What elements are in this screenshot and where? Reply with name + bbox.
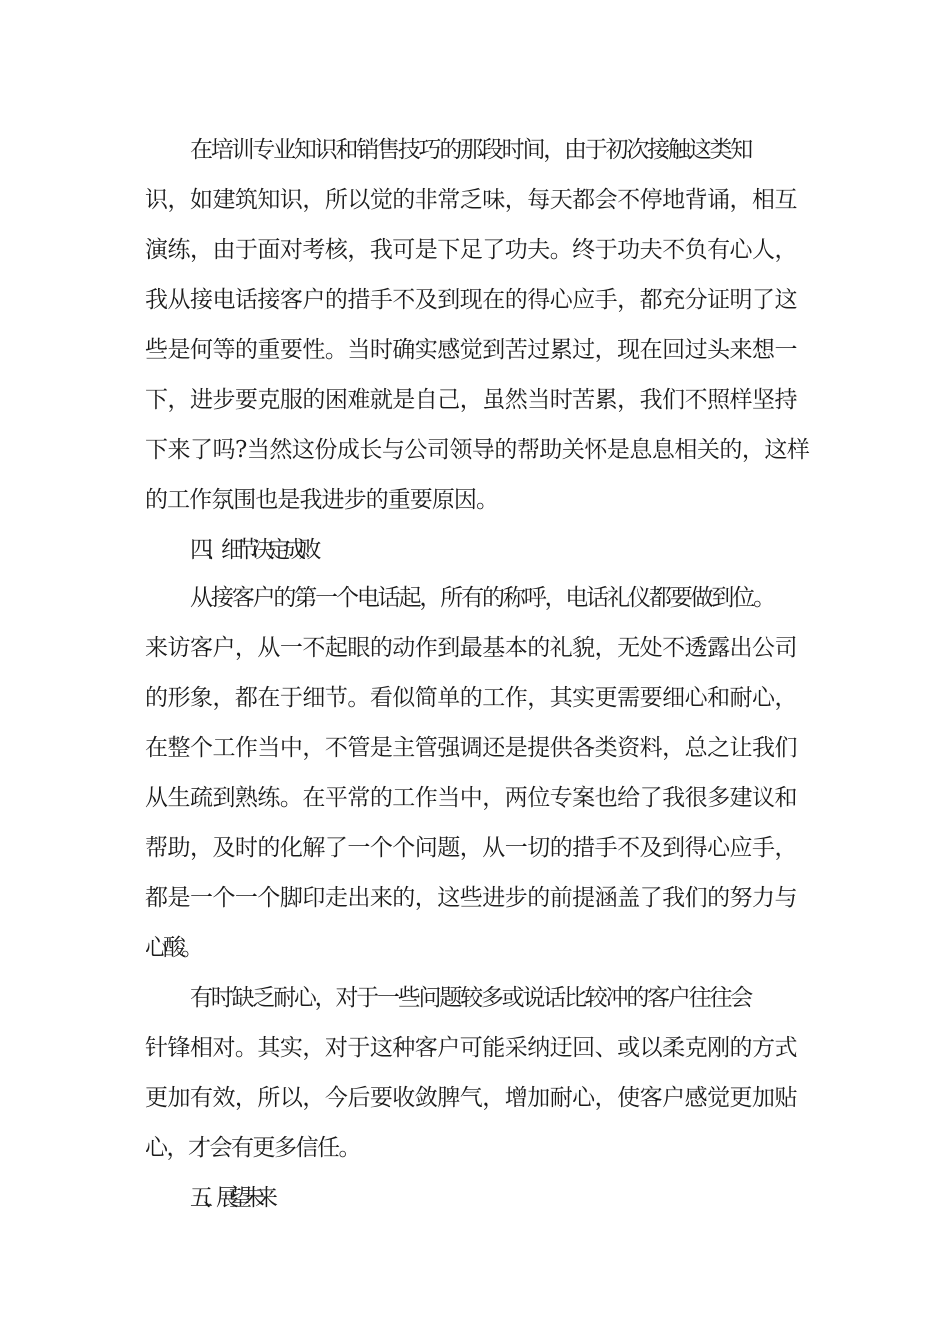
paragraph-first-line: 四、细节决定成败 bbox=[190, 537, 314, 563]
paragraph-line: 的工作氛围也是我进步的重要原因。 bbox=[145, 487, 498, 513]
paragraph-line: 来访客户，从一不起眼的动作到最基本的礼貌，无处不透露出公司 bbox=[145, 635, 798, 661]
paragraph-line: 识，如建筑知识，所以觉的非常乏味，每天都会不停地背诵，相互 bbox=[145, 187, 798, 213]
paragraph-line: 从生疏到熟练。在平常的工作当中，两位专案也给了我很多建议和 bbox=[145, 785, 798, 811]
paragraph-line: 的形象，都在于细节。看似简单的工作，其实更需要细心和耐心， bbox=[145, 685, 798, 711]
paragraph-line: 心酸。 bbox=[145, 935, 199, 961]
paragraph-line: 帮助，及时的化解了一个个问题，从一切的措手不及到得心应手， bbox=[145, 835, 798, 861]
paragraph-line: 在整个工作当中，不管是主管强调还是提供各类资料，总之让我们 bbox=[145, 735, 798, 761]
paragraph-line: 心，才会有更多信任。 bbox=[145, 1135, 360, 1161]
paragraph-line: 下，进步要克服的困难就是自己，虽然当时苦累，我们不照样坚持 bbox=[145, 387, 798, 413]
paragraph-line: 下来了吗?当然这份成长与公司领导的帮助关怀是息息相关的，这样 bbox=[145, 437, 810, 463]
paragraph-line: 都是一个一个脚印走出来的，这些进步的前提涵盖了我们的努力与 bbox=[145, 885, 798, 911]
paragraph-line: 些是何等的重要性。当时确实感觉到苦过累过，现在回过头来想一 bbox=[145, 337, 798, 363]
paragraph-first-line: 有时缺乏耐心，对于一些问题较多或说话比较冲的客户往往会 bbox=[190, 985, 752, 1011]
paragraph-line: 针锋相对。其实，对于这种客户可能采纳迂回、或以柔克刚的方式 bbox=[145, 1035, 798, 1061]
paragraph-line: 我从接电话接客户的措手不及到现在的得心应手，都充分证明了这 bbox=[145, 287, 798, 313]
paragraph-first-line: 五、展望未来 bbox=[190, 1185, 268, 1211]
paragraph-line: 演练，由于面对考核，我可是下足了功夫。终于功夫不负有心人， bbox=[145, 237, 798, 263]
paragraph-first-line: 在培训专业知识和销售技巧的那段时间，由于初次接触这类知 bbox=[190, 137, 752, 163]
paragraph-line: 更加有效，所以，今后要收敛脾气，增加耐心，使客户感觉更加贴 bbox=[145, 1085, 798, 1111]
paragraph-first-line: 从接客户的第一个电话起，所有的称呼，电话礼仪都要做到位。 bbox=[190, 585, 775, 611]
